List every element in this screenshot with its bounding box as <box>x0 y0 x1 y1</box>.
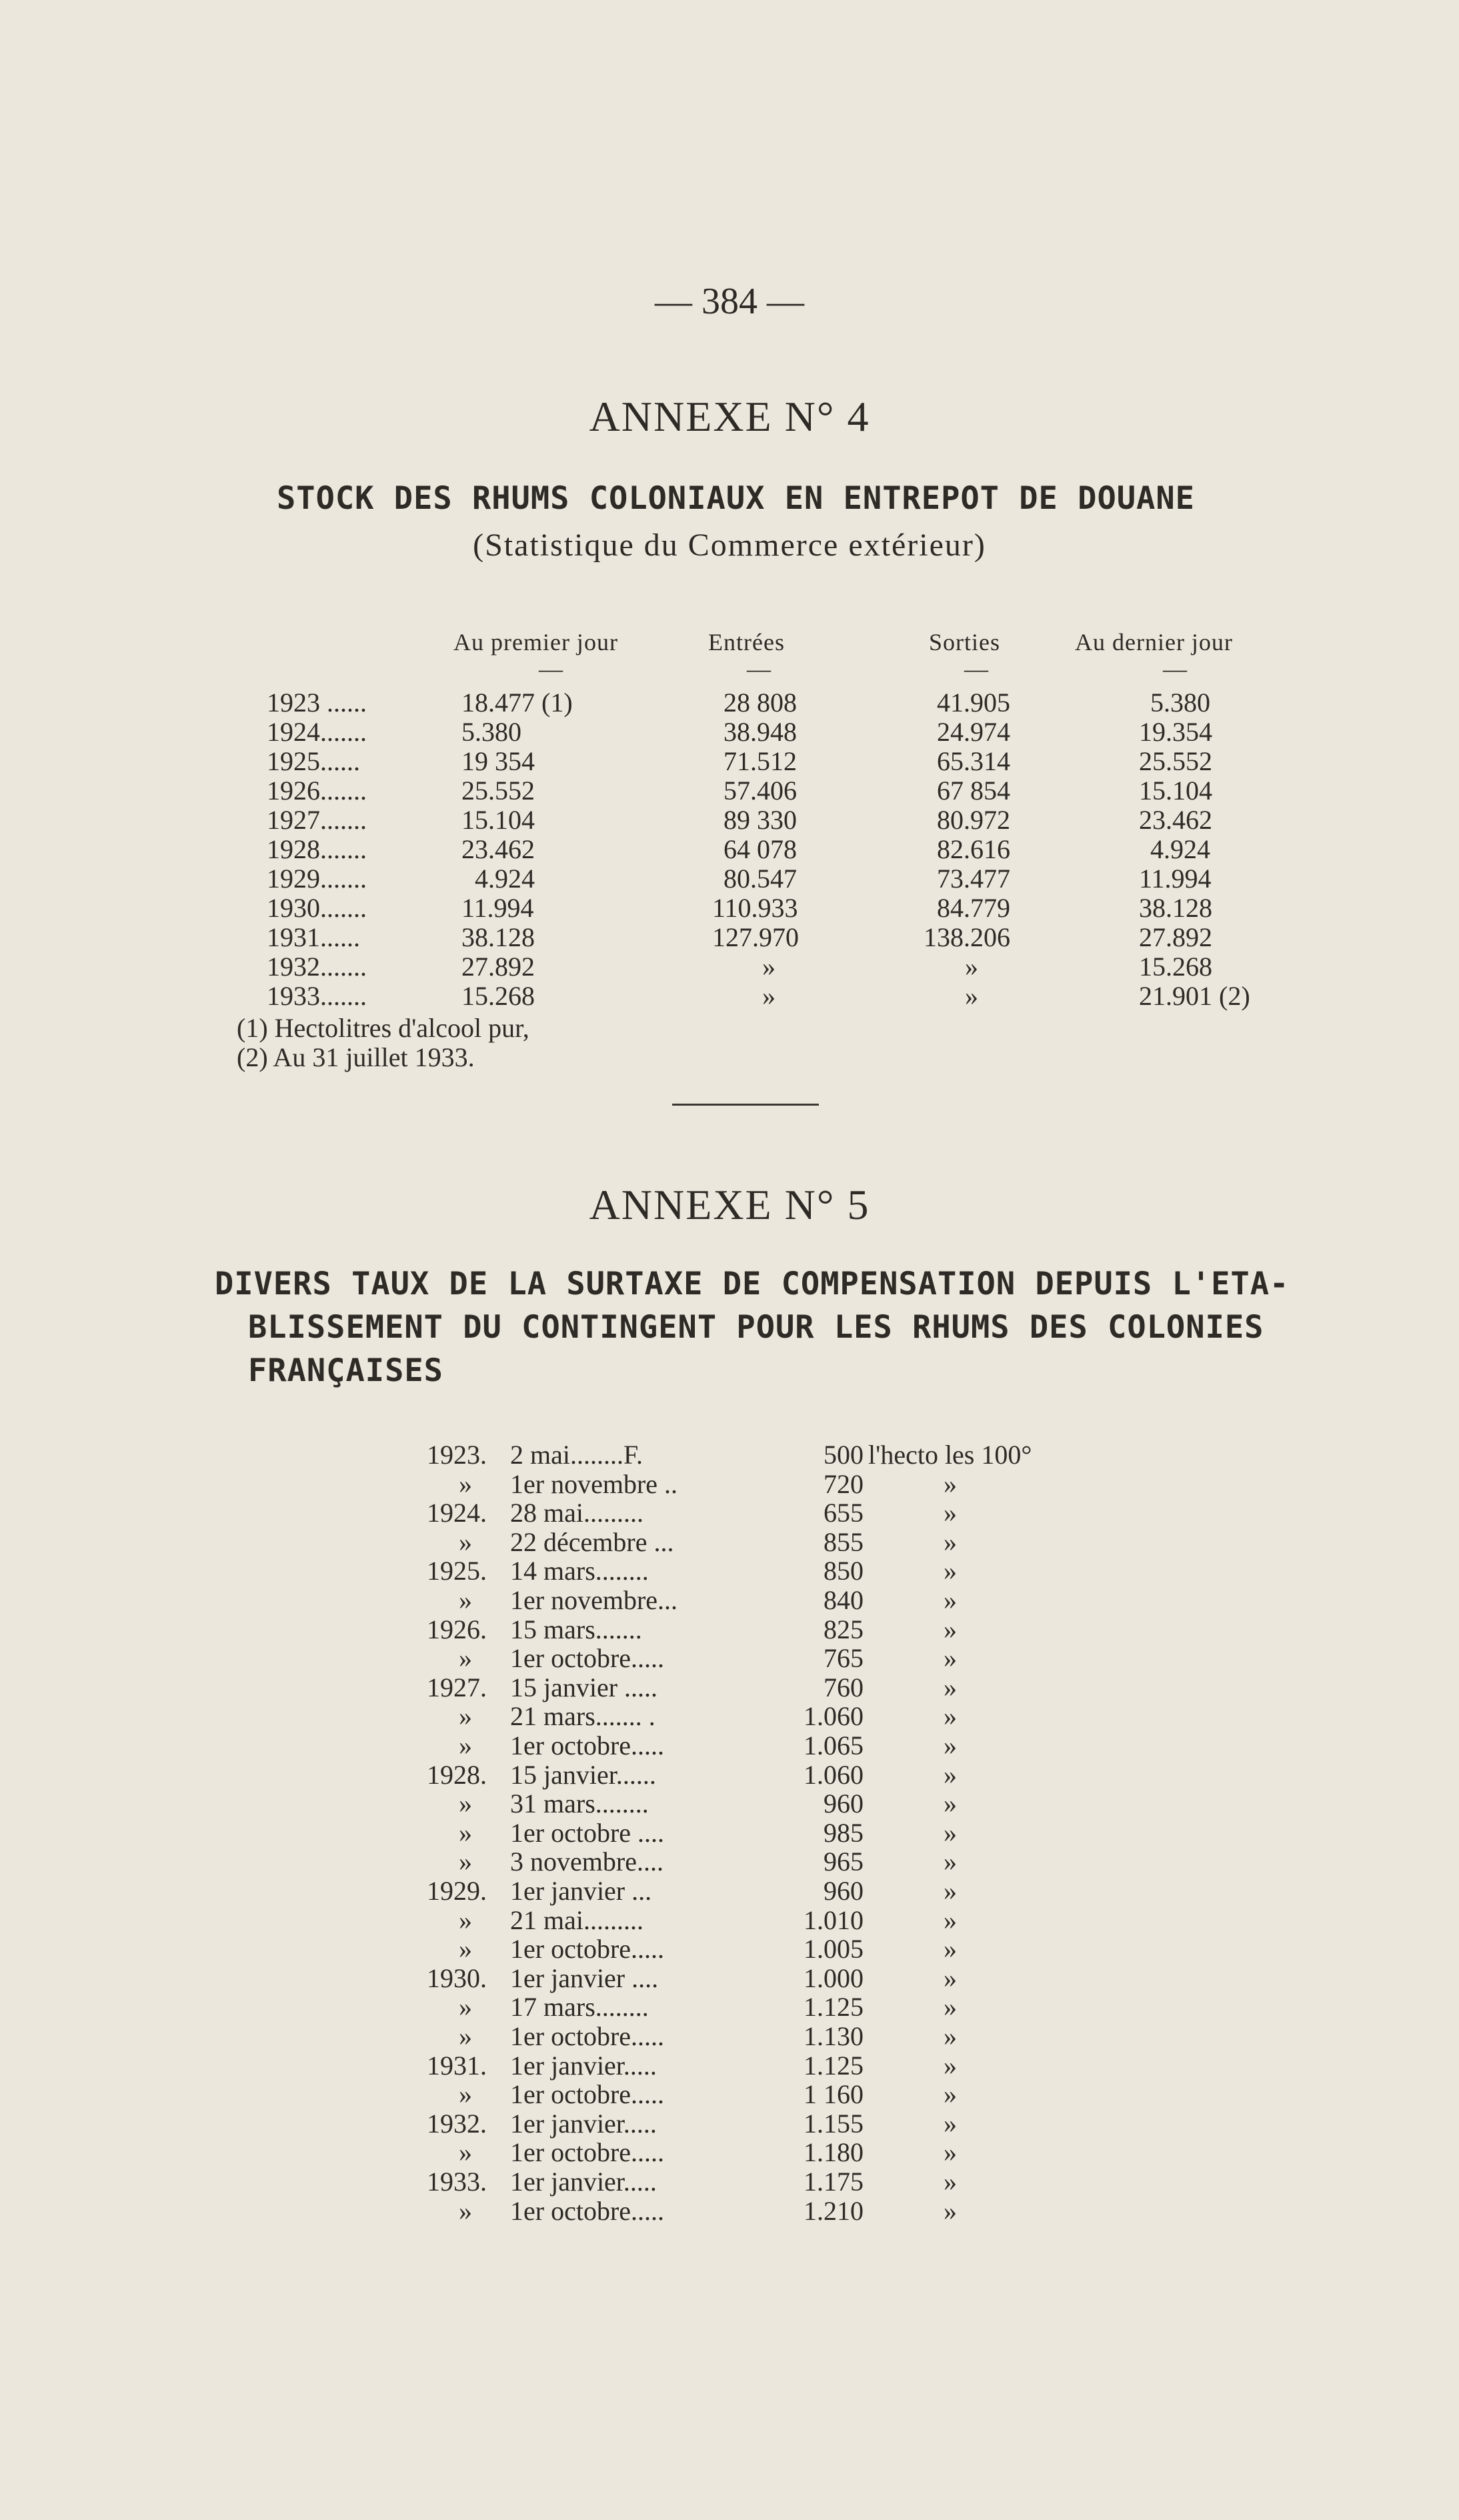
rate-cell: 1.175 <box>804 2167 864 2197</box>
dernier-cell: 25.552 <box>1139 746 1212 776</box>
year-cell: 1927....... <box>267 805 367 835</box>
unit-cell: » <box>944 1963 957 1993</box>
table-row <box>0 1700 1459 1730</box>
date-cell: 22 décembre ... <box>510 1526 674 1557</box>
dernier-cell: 4.924 <box>1150 834 1210 864</box>
year-cell: » <box>459 1585 472 1615</box>
table-row <box>0 1875 1459 1905</box>
premier-cell: 23.462 <box>461 834 535 864</box>
year-cell: 1930. <box>427 1963 487 1993</box>
year-cell: 1931. <box>427 2050 487 2081</box>
year-cell: » <box>459 1701 472 1732</box>
col-header-sorties: Sorties <box>929 629 1001 656</box>
entrees-cell: 80.547 <box>723 864 797 894</box>
entrees-cell: 110.933 <box>712 893 798 923</box>
entrees-cell: 57.406 <box>723 776 797 806</box>
unit-cell: » <box>944 1905 957 1935</box>
sorties-cell: 84.779 <box>937 893 1010 923</box>
year-cell: 1933. <box>427 2167 487 2197</box>
table-row <box>0 1759 1459 1788</box>
year-cell: » <box>459 2079 472 2110</box>
date-cell: 17 mars........ <box>510 1992 649 2023</box>
dernier-cell: 38.128 <box>1139 893 1212 923</box>
date-cell: 1er octobre..... <box>510 1730 665 1760</box>
unit-cell: » <box>944 2167 957 2197</box>
table-row <box>0 2079 1459 2108</box>
unit-cell: » <box>944 1526 957 1557</box>
date-cell: 1er janvier..... <box>510 2050 657 2081</box>
year-cell: » <box>459 1788 472 1819</box>
unit-cell: » <box>944 1788 957 1819</box>
dernier-cell: 11.994 <box>1139 864 1212 894</box>
table-row <box>0 804 1459 834</box>
year-cell: » <box>459 1730 472 1760</box>
dernier-cell: 27.892 <box>1139 922 1212 952</box>
table-row <box>0 1642 1459 1672</box>
footnote-2: (2) Au 31 juillet 1933. <box>237 1042 475 1072</box>
year-cell: 1925...... <box>267 746 360 776</box>
annexe-4-heading: STOCK DES RHUMS COLONIAUX EN ENTREPOT DE DOUANE <box>277 480 1195 517</box>
date-cell: 1er octobre..... <box>510 2137 665 2168</box>
dernier-cell: 15.268 <box>1139 952 1212 982</box>
date-cell: 1er janvier..... <box>510 2167 657 2197</box>
unit-cell: » <box>944 2021 957 2051</box>
dernier-cell: 21.901 (2) <box>1139 981 1250 1011</box>
table-row <box>0 863 1459 892</box>
rate-cell: 1.155 <box>804 2108 864 2139</box>
header-dash: — <box>1163 656 1187 682</box>
rate-cell: 960 <box>824 1788 864 1819</box>
page-number: — 384 — <box>655 281 804 322</box>
rate-cell: 855 <box>824 1526 864 1557</box>
col-header-entrees: Entrées <box>708 629 785 656</box>
year-cell: 1928. <box>427 1759 487 1790</box>
rate-cell: 825 <box>824 1614 864 1644</box>
section-divider <box>672 1104 819 1106</box>
table-row <box>0 1672 1459 1701</box>
year-cell: 1924. <box>427 1498 487 1528</box>
date-cell: 21 mars....... . <box>510 1701 655 1732</box>
col-header-dernier: Au dernier jour <box>1075 629 1233 656</box>
year-cell: 1928....... <box>267 834 367 864</box>
table-row <box>0 834 1459 863</box>
premier-cell: 19 354 <box>461 746 535 776</box>
header-dash: — <box>539 656 563 682</box>
sorties-cell: 80.972 <box>937 805 1010 835</box>
year-cell: 1926. <box>427 1614 487 1644</box>
sorties-cell: 138.206 <box>924 922 1010 952</box>
unit-cell: » <box>944 2195 957 2226</box>
dernier-cell: 5.380 <box>1150 688 1210 718</box>
unit-cell: » <box>944 1643 957 1674</box>
table-row <box>0 2166 1459 2195</box>
entrees-cell: » <box>762 952 776 982</box>
date-cell: 1er novembre... <box>510 1585 678 1615</box>
year-cell: 1923 ...... <box>267 688 367 718</box>
rate-cell: 1.125 <box>804 1992 864 2023</box>
sorties-cell: 67 854 <box>937 776 1010 806</box>
year-cell: 1931...... <box>267 922 360 952</box>
year-cell: » <box>459 1526 472 1557</box>
year-cell: 1933....... <box>267 981 367 1011</box>
year-cell: » <box>459 1817 472 1848</box>
date-cell: 21 mai......... <box>510 1905 643 1935</box>
table-row <box>0 1526 1459 1556</box>
premier-cell: 5.380 <box>461 717 521 747</box>
date-cell: 1er octobre..... <box>510 2079 665 2110</box>
dernier-cell: 23.462 <box>1139 805 1212 835</box>
table-row <box>0 1933 1459 1963</box>
dernier-cell: 19.354 <box>1139 717 1212 747</box>
unit-cell: » <box>944 2050 957 2081</box>
premier-cell: 15.104 <box>461 805 535 835</box>
table-row <box>0 2050 1459 2079</box>
annexe-5-heading-line-2: BLISSEMENT DU CONTINGENT POUR LES RHUMS DES COLONIES <box>248 1309 1264 1346</box>
rate-cell: 1.125 <box>804 2050 864 2081</box>
table-row <box>0 980 1459 1010</box>
entrees-cell: » <box>762 981 776 1011</box>
premier-cell: 4.924 <box>475 864 535 894</box>
entrees-cell: 71.512 <box>723 746 797 776</box>
year-cell: » <box>459 1992 472 2023</box>
table-row <box>0 951 1459 980</box>
rate-cell: 1 160 <box>804 2079 864 2110</box>
date-cell: 1er janvier ... <box>510 1876 652 1906</box>
rate-cell: 840 <box>824 1585 864 1615</box>
date-cell: 14 mars........ <box>510 1556 649 1586</box>
unit-cell: » <box>944 1701 957 1732</box>
date-cell: 2 mai........F. <box>510 1440 643 1470</box>
date-cell: 15 janvier...... <box>510 1759 656 1790</box>
unit-cell: » <box>944 1934 957 1965</box>
year-cell: » <box>459 1934 472 1965</box>
rate-cell: 1.010 <box>804 1905 864 1935</box>
table-row <box>0 2108 1459 2137</box>
premier-cell: 25.552 <box>461 776 535 806</box>
rate-cell: 500 <box>824 1440 864 1470</box>
table-row <box>0 1905 1459 1934</box>
table-row <box>0 2021 1459 2050</box>
table-row <box>0 775 1459 804</box>
annexe-5-heading-line-1: DIVERS TAUX DE LA SURTAXE DE COMPENSATION DEPUIS L'ETA- <box>215 1266 1290 1302</box>
header-dash: — <box>964 656 988 682</box>
unit-cell: » <box>944 1614 957 1644</box>
year-cell: » <box>459 1846 472 1877</box>
year-cell: 1923. <box>427 1440 487 1470</box>
year-cell: 1924....... <box>267 717 367 747</box>
year-cell: » <box>459 1905 472 1935</box>
year-cell: » <box>459 2021 472 2051</box>
unit-cell: » <box>944 1468 957 1499</box>
unit-cell: » <box>944 2079 957 2110</box>
rate-cell: 1.180 <box>804 2137 864 2168</box>
rate-cell: 1.130 <box>804 2021 864 2051</box>
rate-cell: 1.060 <box>804 1701 864 1732</box>
table-row <box>0 1963 1459 1992</box>
year-cell: » <box>459 1643 472 1674</box>
date-cell: 1er janvier..... <box>510 2108 657 2139</box>
annexe-5-title: ANNEXE N° 5 <box>589 1181 870 1228</box>
unit-cell: » <box>944 1817 957 1848</box>
unit-cell: » <box>944 1672 957 1702</box>
date-cell: 3 novembre.... <box>510 1846 663 1877</box>
table-row <box>0 1555 1459 1584</box>
rate-cell: 965 <box>824 1846 864 1877</box>
unit-cell: » <box>944 1556 957 1586</box>
table-row <box>0 1614 1459 1643</box>
table-row <box>0 1817 1459 1846</box>
rate-cell: 1.060 <box>804 1759 864 1790</box>
sorties-cell: 65.314 <box>937 746 1010 776</box>
dernier-cell: 15.104 <box>1139 776 1212 806</box>
rate-cell: 960 <box>824 1876 864 1906</box>
year-cell: 1925. <box>427 1556 487 1586</box>
date-cell: 1er octobre..... <box>510 1643 665 1674</box>
sorties-cell: 41.905 <box>937 688 1010 718</box>
unit-cell: » <box>944 1585 957 1615</box>
unit-cell: » <box>944 1876 957 1906</box>
table-row <box>0 1846 1459 1875</box>
table-row <box>0 922 1459 951</box>
premier-cell: 27.892 <box>461 952 535 982</box>
unit-cell: » <box>944 1846 957 1877</box>
table-row <box>0 1584 1459 1614</box>
unit-cell: » <box>944 1498 957 1528</box>
table-row <box>0 687 1459 716</box>
date-cell: 31 mars........ <box>510 1788 649 1819</box>
header-dash: — <box>747 656 771 682</box>
annexe-4-subtitle: (Statistique du Commerce extérieur) <box>473 527 986 563</box>
sorties-cell: 73.477 <box>937 864 1010 894</box>
unit-cell: » <box>944 1730 957 1760</box>
rate-cell: 850 <box>824 1556 864 1586</box>
sorties-cell: 24.974 <box>937 717 1010 747</box>
table-row <box>0 1788 1459 1817</box>
entrees-cell: 28 808 <box>723 688 797 718</box>
rate-cell: 985 <box>824 1817 864 1848</box>
date-cell: 1er octobre..... <box>510 1934 665 1965</box>
date-cell: 1er novembre .. <box>510 1468 678 1499</box>
col-header-premier: Au premier jour <box>453 629 618 656</box>
year-cell: 1932....... <box>267 952 367 982</box>
table-row <box>0 1730 1459 1759</box>
rate-cell: 1.000 <box>804 1963 864 1993</box>
table-row <box>0 716 1459 746</box>
year-cell: 1930....... <box>267 893 367 923</box>
unit-cell: » <box>944 1992 957 2023</box>
year-cell: 1929....... <box>267 864 367 894</box>
date-cell: 1er octobre..... <box>510 2021 665 2051</box>
date-cell: 1er octobre .... <box>510 1817 665 1848</box>
table-row <box>0 892 1459 922</box>
unit-cell: » <box>944 1759 957 1790</box>
premier-cell: 15.268 <box>461 981 535 1011</box>
annexe-5-heading-line-3: FRANÇAISES <box>248 1352 443 1389</box>
date-cell: 1er janvier .... <box>510 1963 659 1993</box>
rate-cell: 1.210 <box>804 2195 864 2226</box>
year-cell: » <box>459 2137 472 2168</box>
premier-cell: 18.477 (1) <box>461 688 573 718</box>
table-row <box>0 1497 1459 1526</box>
date-cell: 28 mai......... <box>510 1498 643 1528</box>
rate-cell: 720 <box>824 1468 864 1499</box>
rate-cell: 765 <box>824 1643 864 1674</box>
year-cell: 1926....... <box>267 776 367 806</box>
table-row <box>0 2137 1459 2166</box>
sorties-cell: 82.616 <box>937 834 1010 864</box>
table-row <box>0 1439 1459 1468</box>
unit-cell: » <box>944 2137 957 2168</box>
sorties-cell: » <box>965 952 978 982</box>
unit-cell: » <box>944 2108 957 2139</box>
year-cell: » <box>459 2195 472 2226</box>
premier-cell: 38.128 <box>461 922 535 952</box>
entrees-cell: 127.970 <box>712 922 799 952</box>
rate-cell: 760 <box>824 1672 864 1702</box>
year-cell: 1929. <box>427 1876 487 1906</box>
table-row <box>0 2195 1459 2225</box>
sorties-cell: » <box>965 981 978 1011</box>
date-cell: 15 janvier ..... <box>510 1672 658 1702</box>
premier-cell: 11.994 <box>461 893 534 923</box>
table-row <box>0 746 1459 775</box>
date-cell: 1er octobre..... <box>510 2195 665 2226</box>
entrees-cell: 38.948 <box>723 717 797 747</box>
table-row <box>0 1991 1459 2021</box>
rate-cell: 1.005 <box>804 1934 864 1965</box>
annexe-4-title: ANNEXE N° 4 <box>589 393 870 440</box>
footnote-1: (1) Hectolitres d'alcool pur, <box>237 1013 529 1043</box>
rate-cell: 1.065 <box>804 1730 864 1760</box>
unit-cell: l'hecto les 100° <box>868 1440 1032 1470</box>
rate-cell: 655 <box>824 1498 864 1528</box>
entrees-cell: 64 078 <box>723 834 797 864</box>
year-cell: 1927. <box>427 1672 487 1702</box>
entrees-cell: 89 330 <box>723 805 797 835</box>
table-row <box>0 1468 1459 1498</box>
year-cell: 1932. <box>427 2108 487 2139</box>
year-cell: » <box>459 1468 472 1499</box>
date-cell: 15 mars....... <box>510 1614 642 1644</box>
